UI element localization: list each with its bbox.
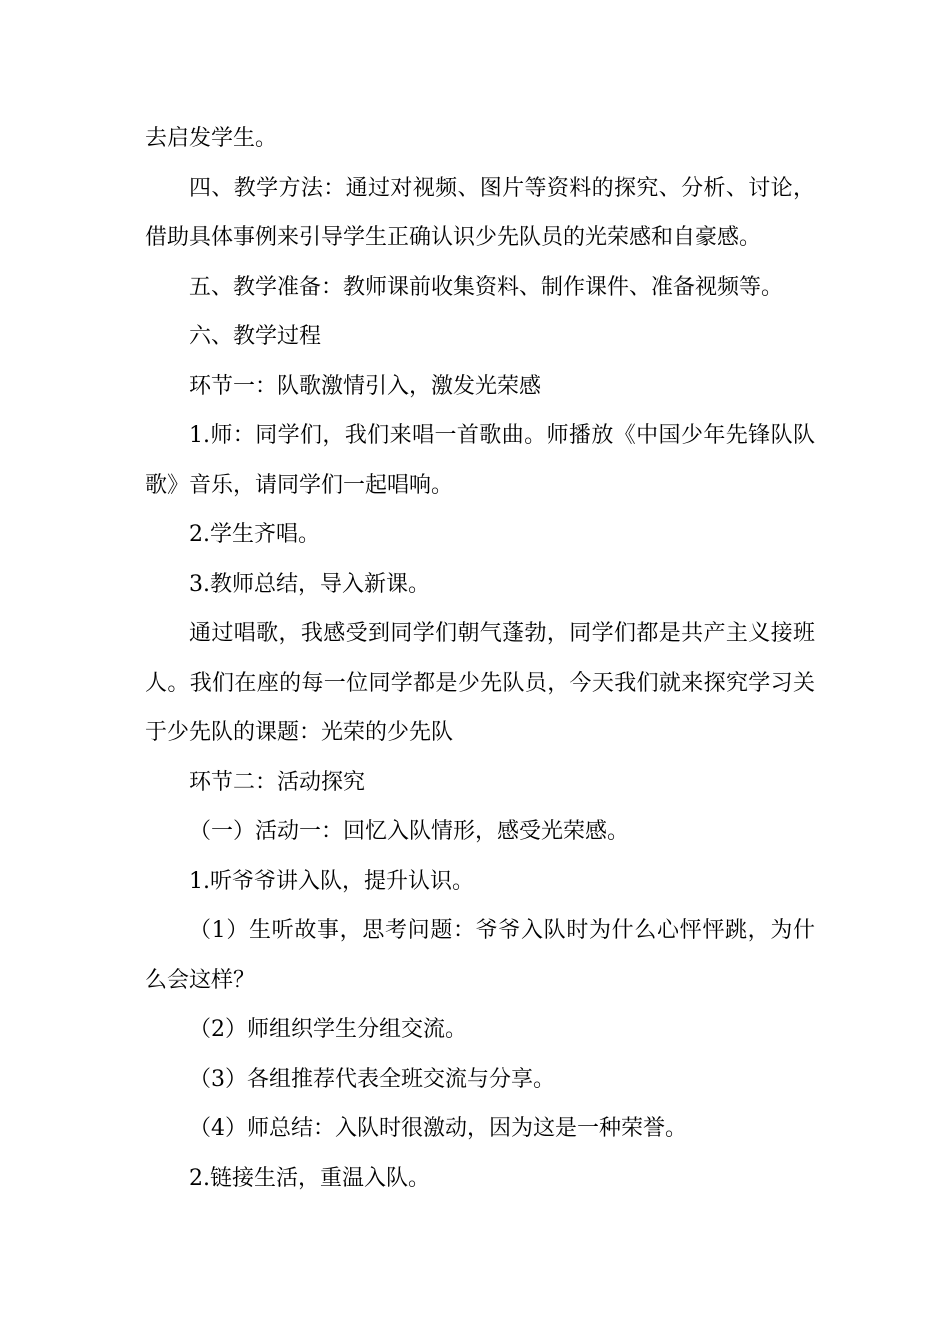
paragraph-teaching-preparation: 五、教学准备：教师课前收集资料、制作课件、准备视频等。 bbox=[189, 274, 784, 300]
paragraph-step-2: 2.学生齐唱。 bbox=[189, 522, 320, 547]
heading-stage-two: 环节二：活动探究 bbox=[189, 769, 366, 795]
heading-teaching-process: 六、教学过程 bbox=[189, 324, 322, 349]
paragraph-activity-step-2: 2.链接生活，重温入队。 bbox=[189, 1165, 430, 1191]
heading-activity-one: （一）活动一：回忆入队情形，感受光荣感。 bbox=[189, 819, 630, 844]
paragraph-step-1: 1.师：同学们，我们来唱一首歌曲。师播放《中国少年先锋队队歌》音乐，请同学们一起唱响。 bbox=[145, 423, 815, 498]
paragraph-continuation: 去启发学生。 bbox=[145, 126, 278, 151]
paragraph-sub-step-4: （4）师总结：入队时很激动，因为这是一种荣誉。 bbox=[189, 1116, 687, 1141]
paragraph-sub-step-1: （1）生听故事，思考问题：爷爷入队时为什么心怦怦跳，为什么会这样？ bbox=[145, 918, 815, 993]
paragraph-sub-step-2: （2）师组织学生分组交流。 bbox=[189, 1017, 467, 1042]
paragraph-summary: 通过唱歌，我感受到同学们朝气蓬勃，同学们都是共产主义接班人。我们在座的每一位同学都是少先队员，今天我们就来探究学习关于少先队的课题：光荣的少先队 bbox=[145, 621, 815, 745]
paragraph-teaching-methods: 四、教学方法：通过对视频、图片等资料的探究、分析、讨论，借助具体事例来引导学生正确认识少先队员的光荣感和自豪感。 bbox=[145, 175, 815, 250]
paragraph-activity-step-1: 1.听爷爷讲入队，提升认识。 bbox=[189, 868, 474, 894]
paragraph-step-3: 3.教师总结，导入新课。 bbox=[189, 571, 430, 597]
document-body bbox=[145, 114, 815, 1203]
paragraph-sub-step-3: （3）各组推荐代表全班交流与分享。 bbox=[189, 1066, 555, 1092]
heading-stage-one: 环节一：队歌激情引入，激发光荣感 bbox=[189, 373, 542, 399]
